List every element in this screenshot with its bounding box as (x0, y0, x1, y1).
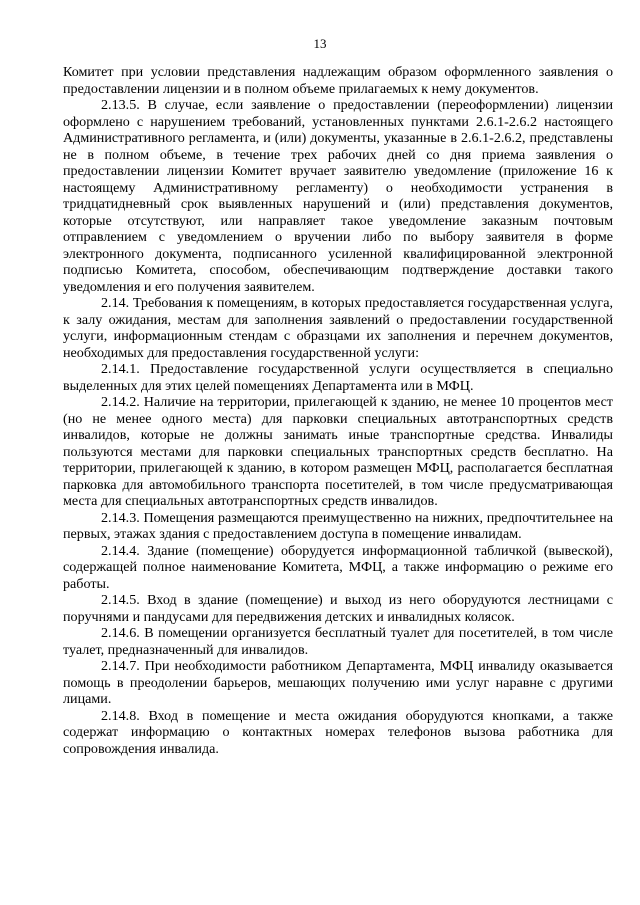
paragraph-2-14-1: 2.14.1. Предоставление государственной услуги осуществляется в специально выделенных для этих целей помещениях Департамента или в МФЦ. (63, 361, 613, 394)
paragraph-2-14-5: 2.14.5. Вход в здание (помещение) и выход из него оборудуются лестницами с поручнями и пандусами для передвижения детских и инвалидных колясок. (63, 592, 613, 625)
document-body (63, 64, 613, 757)
paragraph-2-14-4: 2.14.4. Здание (помещение) оборудуется информационной табличкой (вывеской), содержащей полное наименование Комитета, МФЦ, а также информацию о режиме его работы. (63, 542, 613, 592)
paragraph-2-14-6: 2.14.6. В помещении организуется бесплатный туалет для посетителей, в том числе туалет, предназначенный для инвалидов. (63, 625, 613, 658)
paragraph-2-14-2: 2.14.2. Наличие на территории, прилегающей к зданию, не менее 10 процентов мест (но не менее одного места) для парковки специальных автотранспортных средств инвалидов, которые не должны занимать иные транспортные средства. Инвалиды пользуются местами для парковки специальных транспортных средств бесплатно. На территории, прилегающей к зданию, в котором размещен МФЦ, располагается бесплатная парковка для автомобильного транспорта посетителей, в том числе предусматривающая места для специальных автотранспортных средств инвалидов. (63, 394, 613, 509)
paragraph-continuation: Комитет при условии представления надлежащим образом оформленного заявления о предоставлении лицензии и в полном объеме прилагаемых к нему документов. (63, 64, 613, 97)
paragraph-2-13-5: 2.13.5. В случае, если заявление о предоставлении (переоформлении) лицензии оформлено с нарушением требований, установленных пунктами 2.6.1-2.6.2 настоящего Административного регламента, и (или) документы, указанные в 2.6.1-2.6.2, представлены не в полном объеме, в течение трех рабочих дней со дня приема заявления о предоставлении лицензии Комитет вручает заявителю уведомление (приложение 16 к настоящему Административному регламенту) о необходимости устранения в тридцатидневный срок выявленных нарушений и (или) представления документов, которые отсутствуют, или направляет такое уведомление заказным почтовым отправлением с уведомлением о вручении либо по выбору заявителя в форме электронного документа, подписанного усиленной квалифицированной электронной подписью Комитета, способом, обеспечивающим подтверждение доставки такого уведомления и его получения заявителем. (63, 97, 613, 295)
paragraph-2-14-3: 2.14.3. Помещения размещаются преимущественно на нижних, предпочтительнее на первых, этажах здания с предоставлением доступа в помещение инвалидам. (63, 509, 613, 542)
paragraph-2-14-7: 2.14.7. При необходимости работником Департамента, МФЦ инвалиду оказывается помощь в преодолении барьеров, мешающих получению ими услуг наравне с другими лицами. (63, 658, 613, 707)
paragraph-2-14-8: 2.14.8. Вход в помещение и места ожидания оборудуются кнопками, а также содержат информацию о контактных номерах телефонов вызова работника для сопровождения инвалида. (63, 707, 613, 757)
page-number: 13 (313, 36, 327, 51)
paragraph-2-14: 2.14. Требования к помещениям, в которых предоставляется государственная услуга, к залу ожидания, местам для заполнения заявлений о предоставлении государственной услуги, информационным стендам с образцами их заполнения и перечнем документов, необходимых для предоставления государственной услуги: (63, 295, 613, 361)
